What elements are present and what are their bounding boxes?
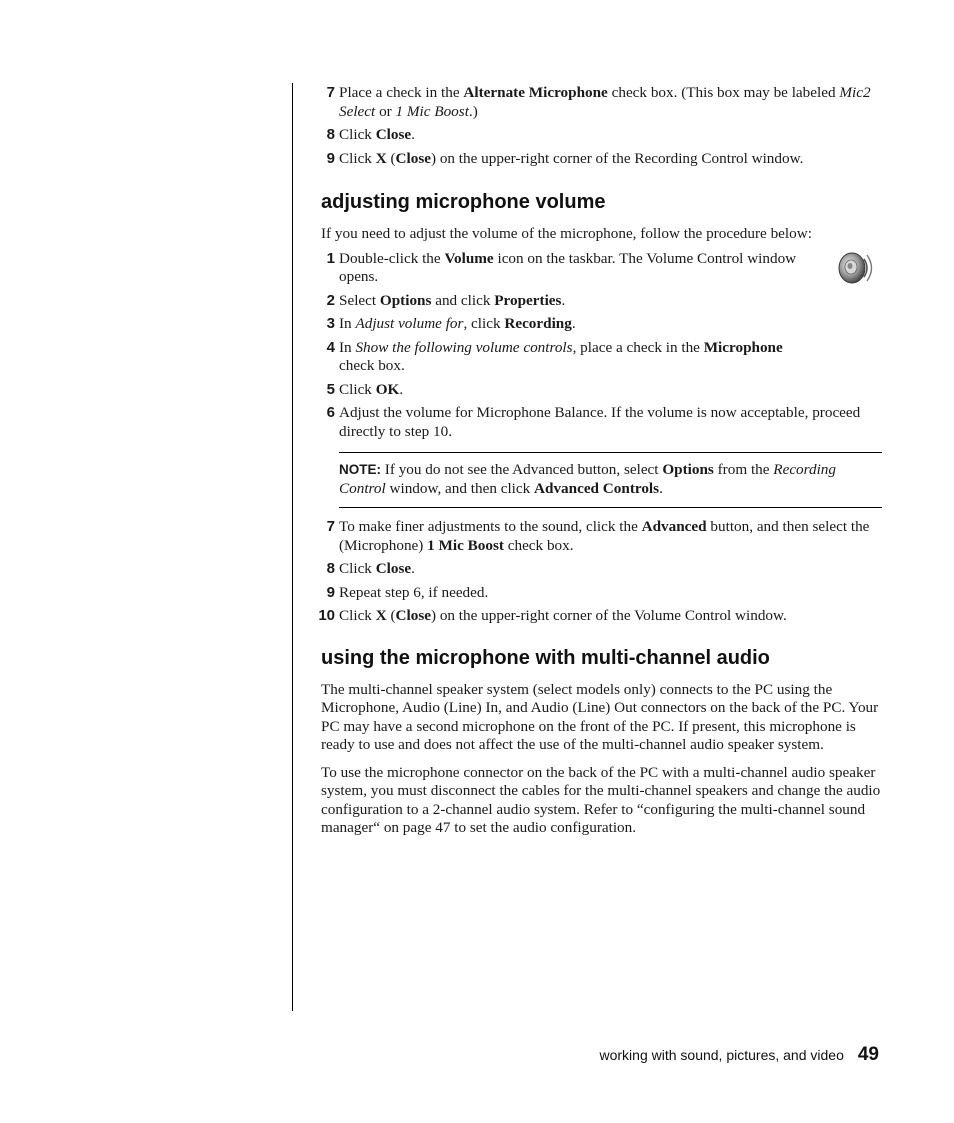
ui-term-italic: Show the following volume controls xyxy=(355,338,573,356)
ui-term: Options xyxy=(379,291,432,309)
text: check box. xyxy=(339,357,405,374)
text: . xyxy=(411,126,415,143)
step-number: 2 xyxy=(326,291,335,309)
step-number: 1 xyxy=(326,249,335,267)
text: Double-click the xyxy=(339,249,445,267)
step-number: 3 xyxy=(326,315,335,332)
text: . xyxy=(659,479,663,497)
ui-term: OK xyxy=(375,380,400,398)
text: Click xyxy=(339,149,376,167)
text: In xyxy=(339,338,356,356)
text: Click xyxy=(339,380,376,398)
step-item xyxy=(321,292,882,311)
step-item xyxy=(321,315,882,334)
step-number: 8 xyxy=(326,126,335,143)
paragraph: To use the microphone connector on the back of the PC with a multi-channel audio speaker system, you must disconnect the cables for the multi-channel speakers and change the audio configuration to a 2-channel audio system. Refer to “configuring the multi-channel sound manager“ on page 47 to set the audio configuration. xyxy=(321,763,881,836)
text: . xyxy=(561,291,566,309)
footer-chapter-title: working with sound, pictures, and video xyxy=(599,1047,844,1063)
text: .) xyxy=(468,102,478,120)
step-item xyxy=(318,607,882,626)
step-number: 6 xyxy=(326,404,335,421)
step-number: 8 xyxy=(326,560,335,577)
ui-term: 1 Mic Boost xyxy=(427,536,504,554)
step-item xyxy=(321,150,882,169)
text: ( xyxy=(386,149,396,167)
page-content xyxy=(318,84,882,847)
ui-term-italic: 1 Mic Boost xyxy=(395,102,469,120)
text: from the xyxy=(713,461,774,478)
step-number: 5 xyxy=(326,380,335,398)
text: If you do not see the Advanced button, select xyxy=(381,461,663,478)
ui-term: Options xyxy=(662,461,714,478)
step-item xyxy=(321,381,882,400)
ui-term-italic: Adjust volume for xyxy=(355,315,464,332)
step-item xyxy=(321,560,882,579)
ui-term: Alternate Microphone xyxy=(463,84,608,101)
text: , click xyxy=(463,315,505,332)
ui-term: Microphone xyxy=(703,338,783,356)
ui-term: Volume xyxy=(444,249,494,267)
text: Select xyxy=(339,291,380,309)
text: Place a check in the xyxy=(339,84,464,101)
step-item xyxy=(321,250,882,287)
note-label: NOTE: xyxy=(339,462,381,477)
text: . xyxy=(411,560,415,577)
ui-term: Close xyxy=(375,126,412,143)
step-item xyxy=(321,126,882,145)
text: Click xyxy=(339,126,376,143)
text: . xyxy=(571,315,576,332)
ui-term: X xyxy=(375,607,387,624)
ui-term: Properties xyxy=(494,291,562,309)
paragraph: The multi-channel speaker system (select models only) connects to the PC using the Microphone, Audio (Line) In, and Audio (Line) Out connectors on the back of the PC. Your PC may have a second microphone on the front of the PC. If present, this microphone is ready to use and does not affect the use of the multi-channel audio speaker system. xyxy=(321,680,879,753)
step-item xyxy=(321,518,882,555)
step-item xyxy=(321,584,882,603)
ui-term: Close xyxy=(375,560,412,577)
margin-rule xyxy=(292,83,293,1011)
text: icon on the taskbar. The Volume Control window opens. xyxy=(339,249,797,285)
page-number: 49 xyxy=(857,1044,879,1065)
note-box xyxy=(339,452,882,508)
ui-term: Close xyxy=(395,149,431,167)
text: window, and then click xyxy=(385,479,535,497)
step-number: 7 xyxy=(326,518,335,535)
ui-term: Recording xyxy=(504,315,572,332)
section-heading-multichannel: using the microphone with multi-channel audio xyxy=(321,646,770,669)
section-heading-adjusting-volume: adjusting microphone volume xyxy=(321,191,606,213)
step-number: 9 xyxy=(326,583,335,601)
text: In xyxy=(339,315,356,332)
text: Adjust the volume for Microphone Balance. If the volume is now acceptable, proceed directly to step 10. xyxy=(339,404,861,440)
step-number: 9 xyxy=(326,149,335,167)
text: Repeat step 6, if needed. xyxy=(339,583,489,601)
ui-term-italic: Recording Control xyxy=(339,461,836,497)
text: button, and then select the (Microphone) xyxy=(339,518,870,554)
ui-term: X xyxy=(375,149,387,167)
step-number: 7 xyxy=(326,84,335,101)
text: or xyxy=(375,102,396,120)
text: ) on the upper-right corner of the Recording Control window. xyxy=(430,149,804,167)
text: and click xyxy=(431,291,495,309)
ui-term-italic: Mic2 Select xyxy=(339,84,871,120)
text: , place a check in the xyxy=(572,338,704,356)
ui-term: Advanced xyxy=(641,518,707,535)
step-item xyxy=(321,404,882,441)
ui-term: Advanced Controls xyxy=(534,479,660,497)
step-item xyxy=(321,84,882,121)
text: . xyxy=(399,380,404,398)
page-footer xyxy=(600,1044,880,1066)
step-item xyxy=(321,339,882,376)
text: ( xyxy=(386,607,396,624)
text: To make finer adjustments to the sound, click the xyxy=(339,518,642,535)
text: Click xyxy=(339,560,376,577)
text: Click xyxy=(339,607,376,624)
ui-term: Close xyxy=(395,607,431,624)
section-intro: If you need to adjust the volume of the microphone, follow the procedure below: xyxy=(321,225,812,242)
step-number: 10 xyxy=(318,607,335,624)
text: ) on the upper-right corner of the Volume Control window. xyxy=(430,607,787,624)
step-number: 4 xyxy=(326,338,335,356)
text: check box. xyxy=(503,536,574,554)
text: check box. (This box may be labeled xyxy=(607,84,840,101)
